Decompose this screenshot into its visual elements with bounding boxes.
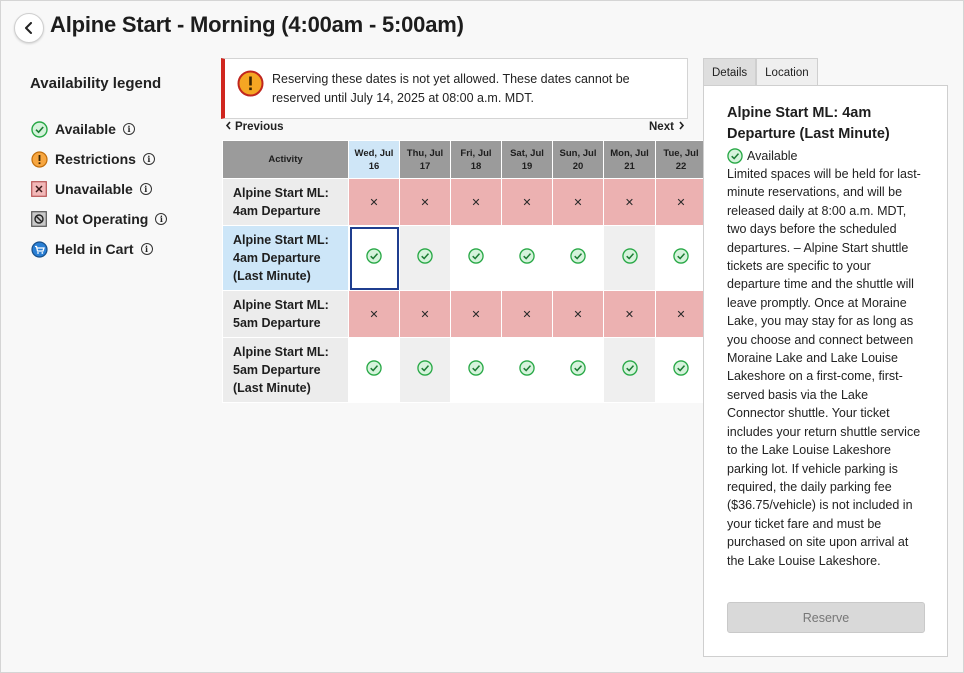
info-icon[interactable]: i — [143, 153, 155, 165]
available-cell[interactable] — [553, 338, 604, 403]
grid-row — [223, 291, 707, 338]
chevron-left-icon — [24, 22, 34, 34]
back-button[interactable] — [14, 13, 44, 43]
check-circle-icon — [727, 148, 743, 164]
tab-location[interactable]: Location — [756, 58, 817, 86]
day-number: 19 — [521, 160, 533, 172]
legend-title: Availability legend — [30, 75, 162, 92]
info-icon[interactable]: i — [155, 213, 167, 225]
day-of-week: Sat, Jul — [510, 147, 544, 159]
unavailable-cell[interactable] — [502, 179, 553, 226]
available-cell[interactable] — [349, 338, 400, 403]
chevron-right-icon — [678, 121, 685, 130]
day-of-week: Mon, Jul — [610, 147, 649, 159]
row-label: Alpine Start ML: 5am Departure — [223, 291, 349, 338]
available-cell[interactable] — [400, 226, 451, 291]
cart-circle-icon — [30, 240, 48, 258]
grid-row — [223, 338, 707, 403]
info-icon[interactable]: i — [141, 243, 153, 255]
unavailable-cell[interactable] — [656, 291, 707, 338]
row-label: Alpine Start ML: 4am Departure (Last Minute) — [223, 226, 349, 291]
grid-row — [223, 226, 707, 291]
available-cell[interactable] — [553, 226, 604, 291]
chevron-left-icon — [225, 121, 232, 130]
x-icon: ✕ — [420, 309, 430, 321]
day-column-header — [400, 141, 451, 179]
legend-item-not-operating — [30, 204, 210, 234]
day-column-header — [451, 141, 502, 179]
available-cell[interactable] — [656, 226, 707, 291]
x-icon: ✕ — [420, 197, 430, 209]
x-square-icon — [30, 180, 48, 198]
x-icon: ✕ — [624, 197, 635, 209]
day-number: 20 — [572, 160, 584, 172]
details-panel — [703, 85, 948, 657]
info-icon[interactable]: i — [140, 183, 152, 195]
available-cell[interactable] — [502, 338, 553, 403]
day-of-week: Thu, Jul — [406, 147, 444, 159]
legend-item-restrictions — [30, 144, 210, 174]
x-icon: ✕ — [624, 309, 635, 321]
booking-alert — [221, 58, 688, 119]
available-cell[interactable] — [400, 338, 451, 403]
x-icon: ✕ — [369, 309, 379, 321]
activity-column-header: Activity — [223, 141, 349, 179]
available-cell[interactable] — [604, 338, 656, 403]
check-circle-icon — [417, 360, 433, 376]
details-status — [727, 148, 925, 164]
check-circle-icon — [570, 360, 586, 376]
alert-message: Reserving these dates is not yet allowed. These dates cannot be reserved until July 14, 2025 at 08:00 a.m. MDT. — [272, 72, 630, 105]
warning-icon — [237, 70, 264, 102]
day-column-header — [349, 141, 400, 179]
check-circle-icon — [366, 360, 382, 376]
availability-grid — [222, 140, 707, 403]
tab-details[interactable]: Details — [703, 58, 756, 86]
day-number: 17 — [419, 160, 431, 172]
available-cell[interactable] — [502, 226, 553, 291]
unavailable-cell[interactable] — [349, 291, 400, 338]
grid-row — [223, 179, 707, 226]
day-of-week: Sun, Jul — [559, 147, 597, 159]
row-label: Alpine Start ML: 5am Departure (Last Minute) — [223, 338, 349, 403]
unavailable-cell[interactable] — [502, 291, 553, 338]
row-label: Alpine Start ML: 4am Departure — [223, 179, 349, 226]
unavailable-cell[interactable] — [451, 179, 502, 226]
day-number: 16 — [368, 160, 380, 172]
x-icon: ✕ — [471, 197, 481, 209]
day-column-header — [656, 141, 707, 179]
x-icon: ✕ — [471, 309, 481, 321]
unavailable-cell[interactable] — [451, 291, 502, 338]
check-circle-icon — [468, 248, 484, 264]
legend-label: Not Operating — [55, 211, 149, 227]
available-cell[interactable] — [349, 226, 400, 291]
details-status-label: Available — [747, 149, 798, 163]
unavailable-cell[interactable] — [553, 291, 604, 338]
legend-label: Held in Cart — [55, 241, 134, 257]
day-column-header — [553, 141, 604, 179]
ban-square-icon — [30, 210, 48, 228]
legend-item-available — [30, 114, 210, 144]
check-circle-icon — [570, 248, 586, 264]
day-number: 22 — [675, 160, 687, 172]
check-circle-icon — [519, 360, 535, 376]
legend-label: Restrictions — [55, 151, 136, 167]
next-week-link[interactable] — [649, 121, 685, 133]
availability-legend — [30, 75, 210, 264]
x-icon: ✕ — [676, 197, 686, 209]
exclamation-circle-icon — [30, 150, 48, 168]
unavailable-cell[interactable] — [400, 179, 451, 226]
day-of-week: Wed, Jul — [354, 147, 394, 159]
day-of-week: Fri, Jul — [460, 147, 492, 159]
x-icon: ✕ — [522, 197, 532, 209]
check-circle-icon — [30, 120, 48, 138]
x-icon: ✕ — [573, 309, 583, 321]
x-icon: ✕ — [369, 197, 379, 209]
day-of-week: Tue, Jul — [663, 147, 699, 159]
previous-week-link[interactable] — [225, 121, 284, 133]
next-label: Next — [649, 121, 674, 133]
check-circle-icon — [519, 248, 535, 264]
unavailable-cell[interactable] — [553, 179, 604, 226]
unavailable-cell[interactable] — [656, 179, 707, 226]
page-title: Alpine Start - Morning (4:00am - 5:00am) — [50, 12, 464, 37]
day-column-header — [502, 141, 553, 179]
check-circle-icon — [673, 360, 689, 376]
check-circle-icon — [366, 248, 382, 264]
x-icon: ✕ — [573, 197, 583, 209]
available-cell[interactable] — [656, 338, 707, 403]
day-number: 18 — [470, 160, 482, 172]
unavailable-cell[interactable] — [604, 179, 656, 226]
check-circle-icon — [622, 248, 638, 264]
info-icon[interactable]: i — [123, 123, 135, 135]
available-cell[interactable] — [451, 226, 502, 291]
side-tabs — [703, 58, 818, 86]
reserve-button[interactable]: Reserve — [727, 602, 925, 633]
legend-label: Available — [55, 121, 116, 137]
check-circle-icon — [468, 360, 484, 376]
unavailable-cell[interactable] — [400, 291, 451, 338]
available-cell[interactable] — [451, 338, 502, 403]
legend-item-unavailable — [30, 174, 210, 204]
check-circle-icon — [622, 360, 638, 376]
details-title: Alpine Start ML: 4am Departure (Last Minute) — [727, 105, 890, 142]
check-circle-icon — [673, 248, 689, 264]
day-column-header — [604, 141, 656, 179]
legend-label: Unavailable — [55, 181, 133, 197]
x-icon: ✕ — [676, 309, 686, 321]
unavailable-cell[interactable] — [349, 179, 400, 226]
previous-label: Previous — [235, 121, 284, 133]
x-icon: ✕ — [522, 309, 532, 321]
unavailable-cell[interactable] — [604, 291, 656, 338]
legend-item-held-in-cart — [30, 234, 210, 264]
day-number: 21 — [624, 160, 635, 172]
available-cell[interactable] — [604, 226, 656, 291]
details-description: Limited spaces will be held for last-minute reservations, and will be released daily at 8:00 a.m. MDT, two days before the scheduled departures. – Alpine Start shuttle tickets are specific to your departure time and the shuttle will leave promptly. Once at Moraine Lake, you may stay for as long as you choose and connect between Moraine Lake and Lake Louise Lakeshore on a first-come, first-served basis via the Lake Connector shuttle. Your ticket includes your return shuttle service to the Lake Louise Lakeshore parking lot. If vehicle parking is required, the daily parking fee ($36.75/vehicle) is not included in your ticket fare and must be purchased on site upon arrival at the Lake Louise Lakeshore. — [727, 167, 921, 568]
check-circle-icon — [417, 248, 433, 264]
